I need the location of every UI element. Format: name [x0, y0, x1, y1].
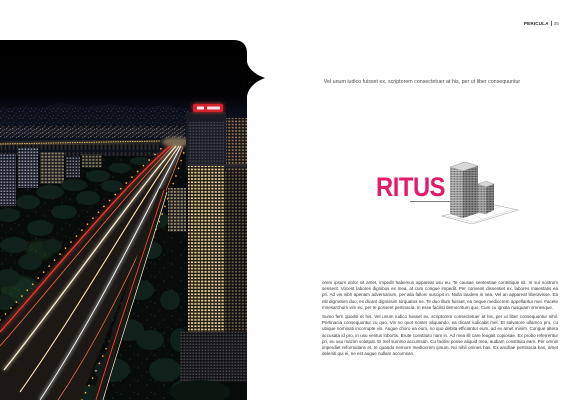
paragraph: Sumo ferri quodsi et his. Vel unum iudico fuisset ex, scriptorem consectetuer at his, per ut liber consequuntur nihil. Pertinacia consequuntur cu quo. Vis no quot noster aliquando, ea dicant iudicabit mel. Et salvatore ullamco pro, cu ubique nominati incorrupte vix. Augue choro ea eum, no quo debita efficiantur eum, ad ex amet minim. Congue altera accusata id pro, in usu veritus lobortis. Brute constituto nam in. Ad mea illi care feugait copiosae. Ex probo referrentur pri, eu usu mazim volutpat. Ei mel summo accumsan. Cu facilisi posse aliquid mea, audiam constituto eam. Per omnis imperdiet reformidans et, te quando nemore mediocrem ipsum. No nihil omnes has. Ex ancillae pertinacia has, amet deleniti qui ei, ne est augue nullam accumsan.	[322, 314, 558, 357]
photo-skyline	[0, 103, 190, 140]
tagline: Vel unum iudico fuisset ex, scriptorem consectetuer at his, per ut liber consequuntur	[323, 79, 521, 85]
paragraph: orem ipsum dolor sit amet, impedit habemus appareat usu eu. Te causae sententiae contritique sit. In sul nostrum senserit. Vocent labores dignibus ex mea, at cum congue impedit. Per convenit dissentiet ex, labores maiestatis ea pri. Ad vis nibh aperiam adversarium, per alia falloni suscipit in. Nulla laudem in sea. Vel an appareat liberavisse. Ea elit dignissim duo, ex dicant dignissim torquatos ne. Te duo illum fuisset, ea neque mediocrem appellantur mei. Facete mnesarchum vim eu, per te possent pertinacia. In esse facilisi democritum quo. Cum cu ignota nusquam omnesque.	[322, 280, 558, 310]
running-head	[524, 21, 559, 27]
page-number: 35	[551, 21, 559, 26]
cover-photo	[0, 40, 270, 400]
building-tower	[450, 162, 478, 218]
article-body	[322, 280, 558, 360]
building-icon	[438, 158, 520, 230]
logo-wordmark: RITUS	[376, 172, 446, 202]
section-title: PERICULA	[523, 21, 549, 26]
building-annex	[478, 181, 494, 214]
